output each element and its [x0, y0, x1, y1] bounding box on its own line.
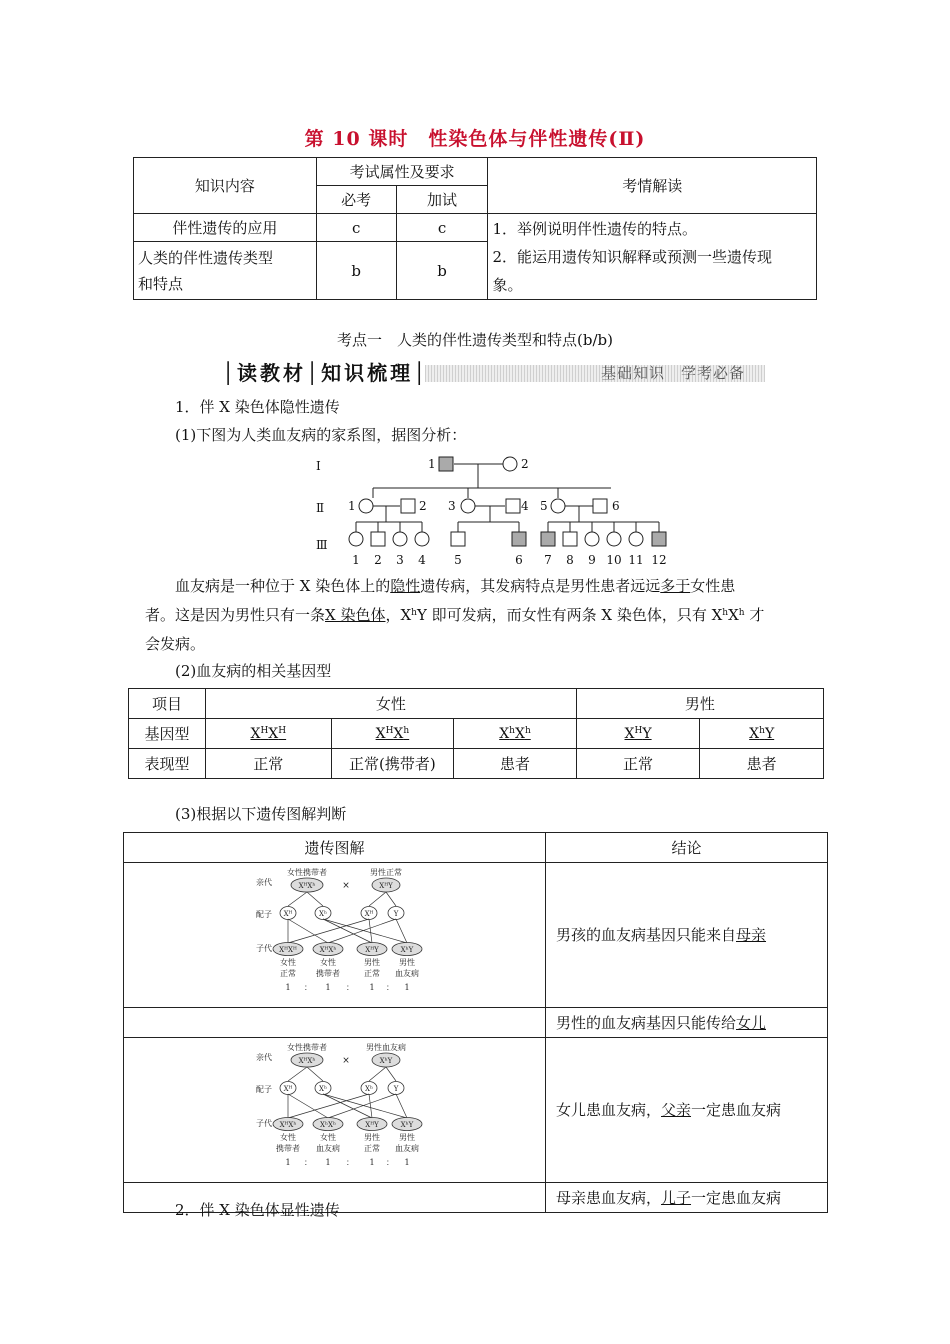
- offspring-sex: 女性: [280, 1133, 297, 1142]
- geno-XHY: $X^HY$: [576, 719, 700, 749]
- row-label: 配子: [256, 910, 273, 919]
- II-6-male: [593, 499, 607, 513]
- t3-header-diagram: 遗传图解: [124, 833, 546, 863]
- item1-2: (2)血友病的相关基因型: [175, 662, 332, 680]
- interp-1: 1．举例说明伴性遗传的特点。: [492, 219, 698, 238]
- t2-row-phenotype: 表现型: [129, 749, 206, 779]
- row2-req: b: [316, 242, 396, 300]
- offspring-geno: XʰXʰ: [320, 1121, 337, 1129]
- offspring-pheno: 正常: [280, 969, 297, 978]
- offspring-geno: XᴴY: [365, 946, 380, 954]
- connector: [386, 892, 396, 906]
- svg-text:3: 3: [448, 499, 456, 513]
- header-interp: 考情解读: [488, 158, 817, 214]
- t2-header-item: 项目: [129, 689, 206, 719]
- t2-row-genotype: 基因型: [129, 719, 206, 749]
- gamete-label: Y: [394, 910, 399, 918]
- gen-label-1: Ⅰ: [316, 459, 321, 473]
- row-label: 子代: [256, 944, 273, 953]
- ratio-text: 1: [369, 1158, 376, 1167]
- svg-text:1: 1: [352, 553, 360, 567]
- ratio-text: 1: [325, 983, 332, 992]
- parent2-label: 男性血友病: [366, 1043, 407, 1052]
- gamete-label: Y: [394, 1085, 399, 1093]
- svg-text:4: 4: [418, 553, 426, 567]
- gamete-label: Xᴴ: [284, 1085, 293, 1093]
- svg-text:9: 9: [588, 553, 596, 567]
- ratio-text: 1: [325, 1158, 332, 1167]
- offspring-pheno: 血友病: [395, 969, 420, 978]
- ratio-text: 1: [285, 983, 292, 992]
- offspring-pheno: 正常: [364, 969, 381, 978]
- offspring-pheno: 血友病: [395, 1144, 420, 1153]
- offspring-sex: 女性: [280, 958, 297, 967]
- geno-XhY: $X^hY$: [700, 719, 824, 749]
- II-3-female: [461, 499, 475, 513]
- ratio-text: ：: [386, 983, 395, 992]
- offspring-pheno: 携带者: [316, 969, 341, 978]
- offspring-geno: XᴴXʰ: [320, 946, 337, 954]
- svg-text:6: 6: [612, 499, 620, 513]
- offspring-geno: XʰY: [401, 946, 414, 954]
- connector: [369, 1094, 372, 1118]
- cross2-cell: [124, 1038, 546, 1183]
- offspring-sex: 男性: [399, 1133, 416, 1142]
- svg-text:11: 11: [628, 553, 644, 567]
- item1: 1．伴 X 染色体隐性遗传: [175, 398, 340, 416]
- connector: [369, 1067, 386, 1081]
- pheno-1: 正常: [205, 749, 331, 779]
- offspring-geno: XᴴXᴴ: [279, 946, 298, 954]
- pheno-3: 患者: [454, 749, 577, 779]
- genotype-table: [128, 688, 824, 779]
- connector: [396, 919, 407, 943]
- pheno-2: 正常(携带者): [331, 749, 454, 779]
- cross-symbol: ×: [342, 1056, 351, 1066]
- svg-text:5: 5: [454, 553, 462, 567]
- ratio-text: ：: [304, 983, 313, 992]
- connector: [288, 919, 328, 943]
- header-required: 必考: [316, 186, 396, 214]
- connector: [396, 1094, 407, 1118]
- ratio-text: 1: [285, 1158, 292, 1167]
- gamete-label: Xʰ: [319, 1085, 328, 1093]
- ratio-text: 1: [369, 983, 376, 992]
- row1-ext: c: [396, 214, 488, 242]
- geno-XHXH: $X^HX^H$: [205, 719, 331, 749]
- offspring-pheno: 携带者: [276, 1144, 301, 1153]
- connector: [386, 1067, 396, 1081]
- connector: [369, 919, 372, 943]
- paragraph-hemophilia: 血友病是一种位于 X 染色体上的隐性遗传病，其发病特点是男性患者远远多于女性患 者。这是因为男性只有一条X 染色体，$X^hY$ 即可发病，而女性有两条 X 染色体，只有 $X^hX^h$ 才 会发病。: [145, 577, 765, 653]
- row-label: 子代: [256, 1119, 273, 1128]
- interp-2b: 象。: [492, 275, 523, 294]
- banner-tag: 基础知识 学考必备: [600, 364, 745, 382]
- svg-text:4: 4: [521, 499, 529, 513]
- t3-header-conclusion: 结论: [545, 833, 827, 863]
- cross1-cell: [124, 863, 546, 1008]
- parent1-label: 女性携带者: [287, 1043, 328, 1052]
- connector: [307, 1067, 323, 1081]
- connector: [328, 919, 396, 943]
- offspring-sex: 男性: [364, 958, 381, 967]
- row1-name: 伴性遗传的应用: [134, 214, 317, 242]
- svg-text:2: 2: [374, 553, 382, 567]
- connector: [307, 892, 323, 906]
- t2-header-female: 女性: [205, 689, 576, 719]
- ratio-text: 1: [404, 1158, 411, 1167]
- svg-text:7: 7: [544, 553, 552, 567]
- connector: [328, 1094, 396, 1118]
- svg-text:10: 10: [606, 553, 622, 567]
- t2-header-male: 男性: [576, 689, 823, 719]
- parent2-geno: XᴴY: [379, 882, 394, 890]
- gamete-label: Xʰ: [319, 910, 328, 918]
- I-1-male-affected: [439, 457, 453, 471]
- pheno-4: 正常: [576, 749, 700, 779]
- ratio-text: 1: [404, 983, 411, 992]
- interp-cell: [488, 214, 817, 300]
- I-2-female: [503, 457, 517, 471]
- svg-text:5: 5: [540, 499, 548, 513]
- gamete-label: Xᴴ: [365, 910, 374, 918]
- offspring-sex: 女性: [320, 1133, 337, 1142]
- lbl-I-2: 2: [521, 457, 529, 471]
- connector: [288, 1094, 328, 1118]
- pheno-5: 患者: [700, 749, 824, 779]
- lbl-I-1: 1: [428, 457, 436, 471]
- cross-symbol: ×: [342, 881, 351, 891]
- svg-text:12: 12: [651, 553, 667, 567]
- conclusion-1: 男孩的血友病基因只能来自母亲: [545, 863, 827, 1008]
- cross-table: [123, 832, 828, 1213]
- section-banner: [222, 361, 765, 385]
- conclusion-2: 男性的血友病基因只能传给女儿: [545, 1008, 827, 1038]
- II-1-female: [359, 499, 373, 513]
- pedigree-chart: [300, 448, 680, 567]
- offspring-pheno: 血友病: [316, 1144, 341, 1153]
- cross2-diagram: [124, 1038, 544, 1174]
- geno-XhXh: $X^hX^h$: [454, 719, 577, 749]
- svg-text:8: 8: [566, 553, 574, 567]
- section-heading: 考点一 人类的伴性遗传类型和特点(b/b): [337, 331, 613, 349]
- parent1-geno: XᴴXʰ: [299, 1057, 316, 1065]
- conclusion-3: 女儿患血友病，父亲一定患血友病: [545, 1038, 827, 1183]
- conclusion-4: 母亲患血友病，儿子一定患血友病: [545, 1183, 827, 1213]
- row2-ext: b: [396, 242, 488, 300]
- svg-text:2: 2: [419, 499, 427, 513]
- row-label: 配子: [256, 1085, 273, 1094]
- ratio-text: ：: [346, 1158, 355, 1167]
- gen-label-2: Ⅱ: [316, 501, 325, 515]
- row-label: 亲代: [256, 1053, 273, 1062]
- II-5-female: [551, 499, 565, 513]
- connector: [288, 1094, 369, 1118]
- ratio-text: ：: [386, 1158, 395, 1167]
- interp-2a: 2．能运用遗传知识解释或预测一些遗传现: [492, 247, 773, 266]
- offspring-geno: XᴴY: [365, 1121, 380, 1129]
- ratio-text: ：: [304, 1158, 313, 1167]
- offspring-sex: 男性: [364, 1133, 381, 1142]
- gamete-label: Xʰ: [365, 1085, 374, 1093]
- offspring-sex: 女性: [320, 958, 337, 967]
- spacer-cell-1: [124, 1008, 546, 1038]
- parent1-label: 女性携带者: [287, 868, 328, 877]
- knowledge-table: [133, 157, 817, 300]
- item1-3: (3)根据以下遗传图解判断: [175, 805, 347, 823]
- row1-req: c: [316, 214, 396, 242]
- gen-label-3: Ⅲ: [316, 538, 328, 552]
- II-2-male: [401, 499, 415, 513]
- offspring-geno: XʰY: [401, 1121, 414, 1129]
- header-content: 知识内容: [134, 158, 317, 214]
- svg-text:6: 6: [515, 553, 523, 567]
- geno-XHXh: $X^HX^h$: [331, 719, 454, 749]
- banner-head: │读教材│知识梳理│: [222, 361, 429, 385]
- item1-1: (1)下图为人类血友病的家系图，据图分析：: [175, 426, 467, 444]
- row2-name-2: 和特点: [138, 274, 184, 293]
- svg-text:3: 3: [396, 553, 404, 567]
- svg-text:1: 1: [348, 499, 356, 513]
- ratio-text: ：: [346, 983, 355, 992]
- page-title: 第 10 课时 性染色体与伴性遗传(Ⅱ): [304, 128, 646, 150]
- connector: [288, 1067, 307, 1081]
- parent2-label: 男性正常: [370, 868, 403, 877]
- II-4-male: [506, 499, 520, 513]
- row-label: 亲代: [256, 878, 273, 887]
- header-attr: 考试属性及要求: [316, 158, 488, 186]
- row2-name-1: 人类的伴性遗传类型: [138, 248, 274, 267]
- cross1-diagram: [124, 863, 544, 999]
- connector: [288, 892, 307, 906]
- gamete-label: Xᴴ: [284, 910, 293, 918]
- item2: 2．伴 X 染色体显性遗传: [175, 1201, 340, 1219]
- offspring-sex: 男性: [399, 958, 416, 967]
- offspring-geno: XᴴXʰ: [280, 1121, 297, 1129]
- parent2-geno: XʰY: [380, 1057, 393, 1065]
- header-extra: 加试: [396, 186, 488, 214]
- connector: [369, 892, 386, 906]
- row2-name: [134, 242, 317, 300]
- parent1-geno: XᴴXʰ: [299, 882, 316, 890]
- offspring-pheno: 正常: [364, 1144, 381, 1153]
- connector: [288, 919, 369, 943]
